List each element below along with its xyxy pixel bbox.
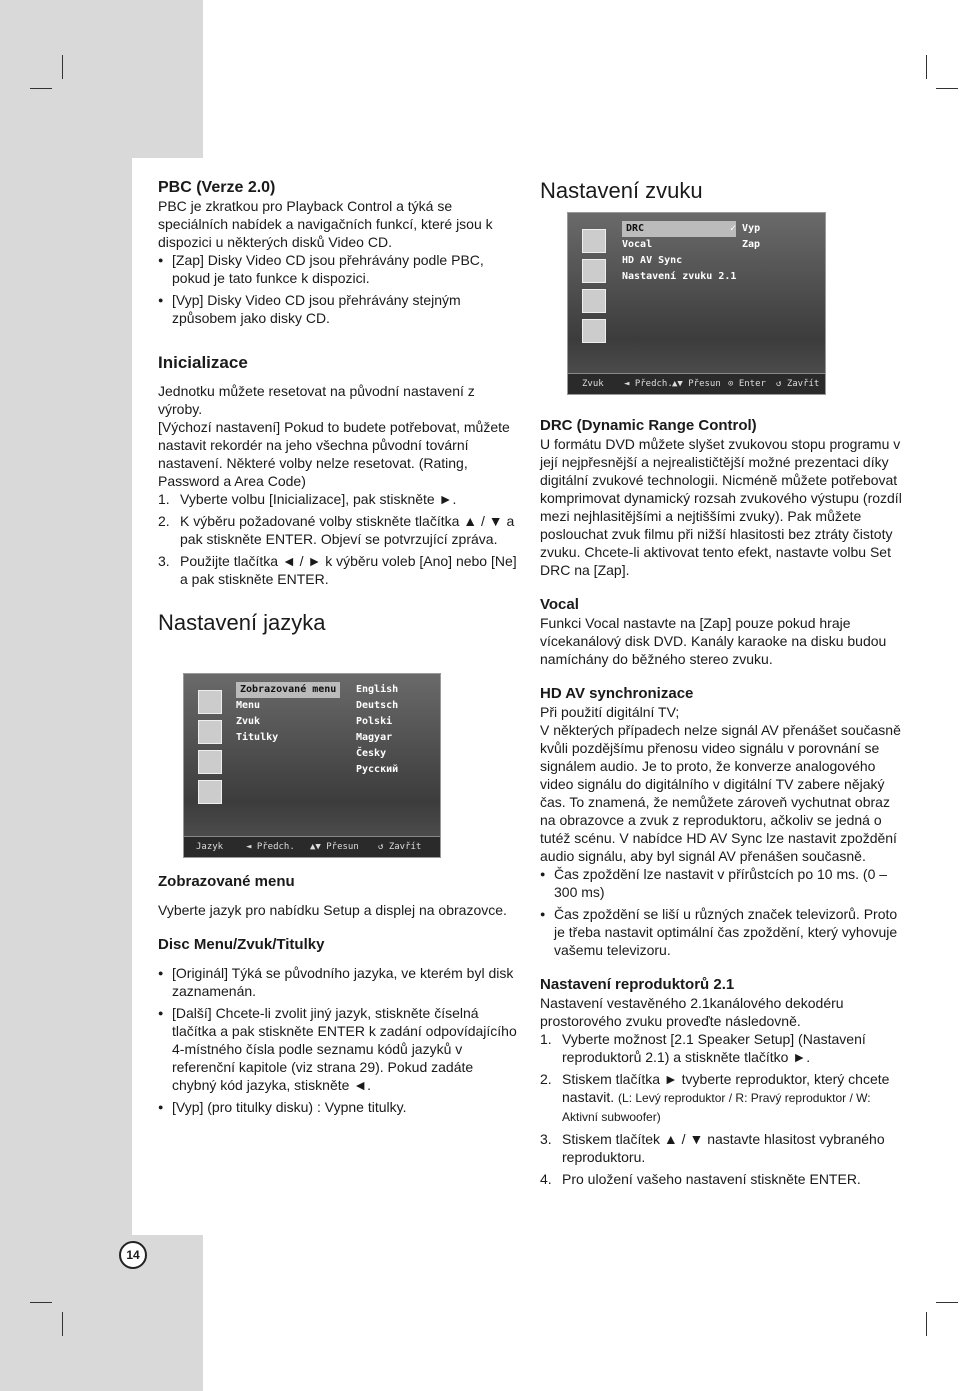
list-item: ● [Vyp] Disky Video CD jsou přehrávány stejným způsobem jako disky CD. [158,291,518,327]
menu-option-selected: ✓ Vyp [730,223,761,234]
crop-mark [62,1312,63,1336]
list-item: 1. Vyberte možnost [2.1 Speaker Setup] (Nastavení reproduktorů 2.1) a stiskněte tlačítko ►. [540,1031,866,1065]
display-menu-title: Zobrazované menu [158,873,295,890]
menu-option: Magyar [356,732,393,743]
crop-mark [926,1312,927,1336]
crop-mark [936,1302,958,1303]
hdav-bullets [540,865,905,959]
audio-icon [198,750,222,774]
list-item: 2. K výběru požadované volby stiskněte tlačítka ▲ / ▼ a pak stiskněte ENTER. Objeví se potvrzující zpráva. [158,513,515,547]
list-item: ● [Zap] Disky Video CD jsou přehrávány podle PBC, pokud je tato funkce k dispozici. [158,251,518,287]
speaker-text: Nastavení vestavěného 2.1kanálového dekodéru prostorového zvuku proveďte následovně. [540,995,844,1029]
hdav-text-1: Při použití digitální TV; [540,704,680,720]
menu-item: Nastavení zvuku 2.1 [622,271,737,282]
hdav-text-2: V některých případech nelze signál AV přenášet současně kvůli pozdějšímu přenosu video signálu v porovnání se signálem audio. Je to proto, že konverze analogového video signálu do digitálního v digitální TV zabere nějaký čas. To znamená, že nemůžete zároveň vychutnat obraz na obrazovce a zvuk z reproduktoru, ačkoliv se jedná o tutéž scénu. V nabídce HD AV Sync lze nastavit zpoždění audio signálu, aby byl signál AV přenášen současně. [540,722,901,864]
list-item: ● [Originál] Týká se původního jazyka, ve kterém byl disk zaznamenán. [158,964,518,1000]
language-icon [582,259,606,283]
menu-item: HD AV Sync [622,255,683,266]
drc-title: DRC (Dynamic Range Control) [540,417,757,434]
pbc-bullets [158,251,518,327]
list-item: ● Čas zpoždění lze nastavit v přírůstcích po 10 ms. (0 – 300 ms) [540,865,905,901]
init-text-1: Jednotku můžete resetovat na původní nastavení z výroby. [158,383,475,417]
disc-bullets [158,964,518,1116]
crop-mark [30,1302,52,1303]
vocal-text: Funkci Vocal nastavte na [Zap] pouze pokud hraje vícekanálový disk DVD. Kanály karaoke na disku budou namíchány do běžného stereo zvuku. [540,615,887,667]
menu-option: Polski [356,716,393,727]
init-text-2: [Výchozí nastavení] Pokud to budete potřebovat, můžete nastavit rekordér na jeho všechna původní tovární nastavení. Některé volby nelze resetovat. (Rating, Password a Area Code) [158,419,510,489]
lang-title: Nastavení jazyka [158,610,326,635]
list-item: 4. Pro uložení vašeho nastavení stiskněte ENTER. [540,1171,861,1187]
menu-item: Zobrazované menu [236,682,340,698]
menu-item: Zvuk [236,716,261,727]
right-column-top [540,178,905,204]
audio-icon [582,289,606,313]
sound-title: Nastavení zvuku [540,178,703,203]
init-steps [158,490,518,588]
page-number: 14 [119,1241,147,1269]
lock-icon [582,319,606,343]
crop-mark [30,88,52,89]
menu-item: DRC [622,221,736,237]
gray-margin-lower [0,1235,132,1391]
list-item: ● [Vyp] (pro titulky disku) : Vypne titulky. [158,1098,518,1116]
vocal-title: Vocal [540,596,579,613]
list-item: 3. Stiskem tlačítek ▲ / ▼ nastavte hlasitost vybraného reproduktoru. [540,1131,885,1165]
speaker-note: (L: Levý reproduktor / R: Pravý reproduktor / W: Aktivní subwoofer) [562,1091,871,1124]
lock-icon [198,780,222,804]
pbc-text: PBC je zkratkou pro Playback Control a týká se speciálních nabídek a navigačních funkcí, které jsou k dispozici u některých disků Video CD. [158,198,493,250]
list-item: ● Čas zpoždění se liší u různých značek televizorů. Proto je třeba nastavit optimální čas zpoždění, který vyhovuje vašemu televizoru. [540,905,905,959]
menu-option: Zap [742,239,761,250]
list-item: ● [Další] Chcete-li zvolit jiný jazyk, stiskněte číselná tlačítka a pak stiskněte ENTER k zadání odpovídajícího 4-místného čísla podle seznamu kódů jazyků v referenční kapitole (viz strana 29). Pokud zadáte chybný kód jazyka, stiskněte ◄. [158,1004,518,1094]
list-item: 1. Vyberte volbu [Inicializace], pak stiskněte ►. [158,491,457,507]
menu-option: Русский [356,764,399,775]
menu-item: Menu [236,700,261,711]
sound-menu-screenshot [567,212,826,395]
menu-footer: Zvuk ◄ Předch. ▲▼ Přesun ⊙ Enter ↺ Zavřít [568,373,825,394]
hdav-title: HD AV synchronizace [540,685,694,702]
disc-icon [582,229,606,253]
menu-item: Vocal [622,239,653,250]
speaker-title: Nastavení reproduktorů 2.1 [540,976,735,993]
crop-mark [936,88,958,89]
right-column [540,416,905,1192]
speaker-steps [540,1030,905,1188]
menu-option-selected: Česky [356,748,387,759]
crop-mark [62,55,63,79]
left-column [158,178,518,636]
drc-text: U formátu DVD můžete slyšet zvukovou stopu programu v její nejpřesnější a nejrealističtější možné prezentaci díky digitální zvukové technologii. Nicméně můžete potřebovat komprimovat dynamický rozsah zvukového výstupu (rozdíl mezi nejhlasitějšími a nejtiššími zvuky). Pak můžete poslouchat zvuk filmu při nižší hlasitosti bez ztráty čistoty zvuku. Chcete-li aktivovat tento efekt, nastavte volbu Set DRC na [Zap]. [540,436,902,578]
list-item: 2. Stiskem tlačítka ► tvyberte reproduktor, který chcete nastavit. (L: Levý reproduktor / R: Pravý reproduktor / W: Aktivní subwoofer) [540,1071,890,1124]
language-menu-screenshot [183,673,441,858]
list-item: 3. Použijte tlačítka ◄ / ► k výběru voleb [Ano] nebo [Ne] a pak stiskněte ENTER. [158,553,517,587]
menu-footer: Jazyk ◄ Předch. ▲▼ Přesun ↺ Zavřít [184,836,440,857]
menu-option: English [356,684,399,695]
menu-item: Titulky [236,732,279,743]
init-title: Inicializace [158,353,248,372]
menu-option: Deutsch [356,700,399,711]
disc-menu-title: Disc Menu/Zvuk/Titulky [158,936,325,953]
crop-mark [926,55,927,79]
language-icon [198,720,222,744]
pbc-title: PBC (Verze 2.0) [158,179,276,196]
disc-icon [198,690,222,714]
left-column-lower [158,872,518,1120]
display-menu-text: Vyberte jazyk pro nabídku Setup a displej na obrazovce. [158,902,507,918]
